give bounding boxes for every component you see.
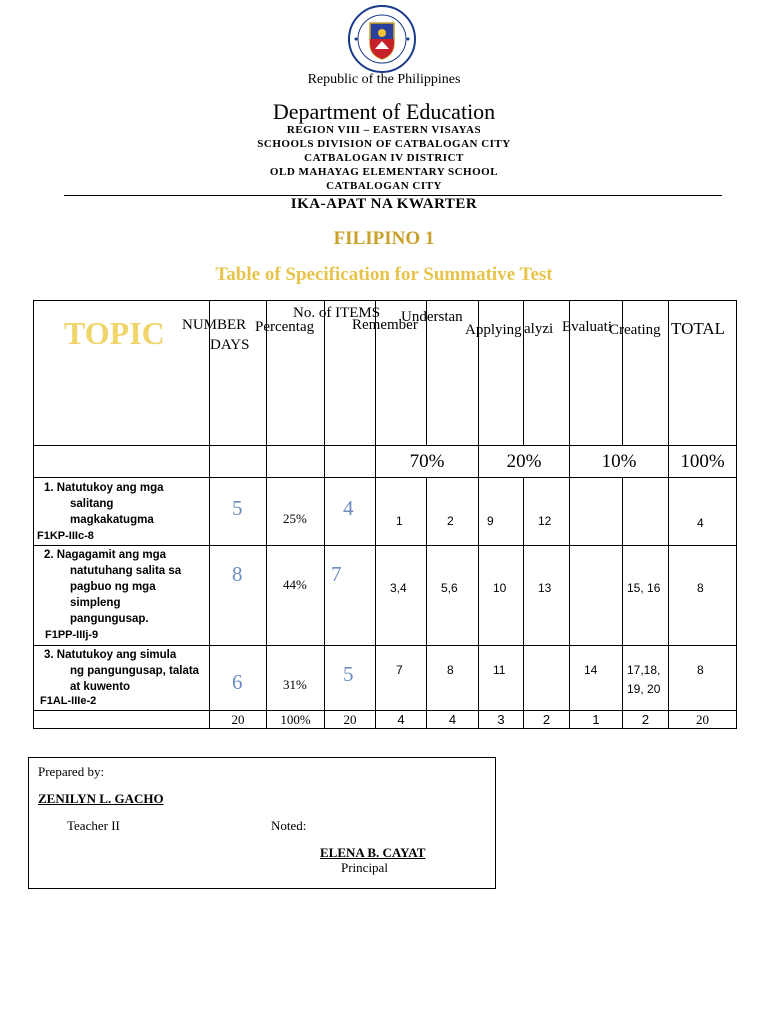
- division-label: SCHOOLS DIVISION OF CATBALOGAN CITY: [257, 138, 511, 150]
- analyzing-value: 13: [538, 581, 552, 595]
- percent-row: [34, 446, 737, 478]
- competency-code: F1PP-IIIj-9: [45, 629, 99, 641]
- deped-seal-icon: [346, 5, 418, 73]
- percentage-value: 31%: [283, 677, 307, 692]
- creating-value: 17,18,: [627, 663, 661, 677]
- total-applying: 3: [479, 711, 524, 729]
- items-header: No. of ITEMS: [325, 301, 376, 446]
- items-value: 5: [343, 662, 354, 686]
- higher-order-percent: 10%: [570, 446, 669, 478]
- noted-label: Noted:: [271, 818, 307, 833]
- document-title: Table of Specification for Summative Test: [215, 264, 553, 285]
- total-evaluating: 1: [570, 711, 623, 729]
- competency-code: F1AL-IIIe-2: [40, 695, 97, 707]
- remember-header: Remember: [376, 301, 427, 446]
- percentage-header: Percentag: [267, 301, 325, 446]
- total-value: 8: [697, 581, 704, 595]
- table-header-row: [34, 301, 737, 446]
- total-value: 4: [697, 516, 704, 530]
- principal-position: Principal: [341, 860, 388, 875]
- lower-order-percent: 70%: [376, 446, 479, 478]
- total-analyzing: 2: [524, 711, 570, 729]
- topic-cell: 3. Natutukoy ang simula ng pangungusap, talata at kuwento F1AL-IIIe-2: [34, 646, 210, 711]
- evaluating-value: 14: [584, 663, 598, 677]
- district-label: CATBALOGAN IV DISTRICT: [304, 152, 464, 164]
- middle-order-percent: 20%: [479, 446, 570, 478]
- days-value: 5: [232, 496, 243, 520]
- total-days: 20: [210, 711, 267, 729]
- creating-value: 15, 16: [627, 581, 661, 595]
- prepared-by-label: Prepared by:: [38, 764, 105, 779]
- remember-value: 7: [396, 663, 403, 677]
- creating-header: Creating: [623, 301, 669, 446]
- topic-header: TOPIC NUMBER: [34, 301, 210, 446]
- evaluating-header: Evaluati: [570, 301, 623, 446]
- totals-row: [34, 711, 737, 729]
- total-percent: 100%: [669, 446, 737, 478]
- creating-value-continued: 19, 20: [627, 682, 661, 696]
- competency-code: F1KP-IIIc-8: [37, 530, 94, 542]
- remember-value: 3,4: [390, 581, 407, 595]
- total-creating: 2: [623, 711, 669, 729]
- topic-cell: 2. Nagagamit ang mga natutuhang salita sa pagbuo ng mga simpleng pangungusap. F1PP-IIIj-9: [34, 546, 210, 646]
- applying-value: 10: [493, 581, 507, 595]
- understand-header: Understan: [427, 301, 479, 446]
- total-items: 20: [325, 711, 376, 729]
- topic-cell: 1. Natutukoy ang mga salitang magkakatugma F1KP-IIIc-8: [34, 478, 210, 546]
- table-row: [34, 546, 737, 646]
- signature-box: [28, 757, 496, 889]
- teacher-position: Teacher II: [67, 818, 120, 833]
- applying-value: 11: [493, 663, 506, 677]
- days-value: 8: [232, 562, 243, 586]
- analyzing-header: alyzi: [524, 301, 570, 446]
- number-header-text: NUMBER: [182, 317, 247, 333]
- total-percentage: 100%: [267, 711, 325, 729]
- region-label: REGION VIII – EASTERN VISAYAS: [286, 124, 482, 136]
- school-label: OLD MAHAYAG ELEMENTARY SCHOOL: [269, 166, 499, 178]
- total-header: TOTAL: [669, 301, 737, 446]
- total-understand: 4: [427, 711, 479, 729]
- table-row: [34, 646, 737, 711]
- total-value: 8: [697, 663, 704, 677]
- understand-value: 2: [447, 514, 454, 528]
- items-value: 4: [343, 496, 354, 520]
- republic-label: Republic of the Philippines: [307, 72, 461, 87]
- remember-value: 1: [396, 514, 403, 528]
- applying-value: 9: [487, 514, 494, 528]
- table-row: [34, 478, 737, 546]
- department-name: Department of Education: [272, 99, 496, 124]
- grand-total: 20: [669, 711, 737, 729]
- analyzing-value: 12: [538, 514, 552, 528]
- days-header: DAYS: [210, 301, 267, 446]
- percentage-value: 44%: [283, 577, 307, 592]
- understand-value: 8: [447, 663, 454, 677]
- teacher-name: ZENILYN L. GACHO: [38, 791, 164, 806]
- understand-value: 5,6: [441, 581, 458, 595]
- total-remember: 4: [376, 711, 427, 729]
- principal-name: ELENA B. CAYAT: [320, 845, 426, 860]
- city-label: CATBALOGAN CITY: [326, 180, 442, 192]
- applying-header: Applying: [479, 301, 524, 446]
- days-value: 6: [232, 670, 243, 694]
- quarter-label: IKA-APAT NA KWARTER: [290, 196, 478, 212]
- percentage-value: 25%: [283, 511, 307, 526]
- items-value: 7: [331, 562, 342, 586]
- subject-title: FILIPINO 1: [333, 228, 435, 249]
- specification-table: [33, 300, 737, 729]
